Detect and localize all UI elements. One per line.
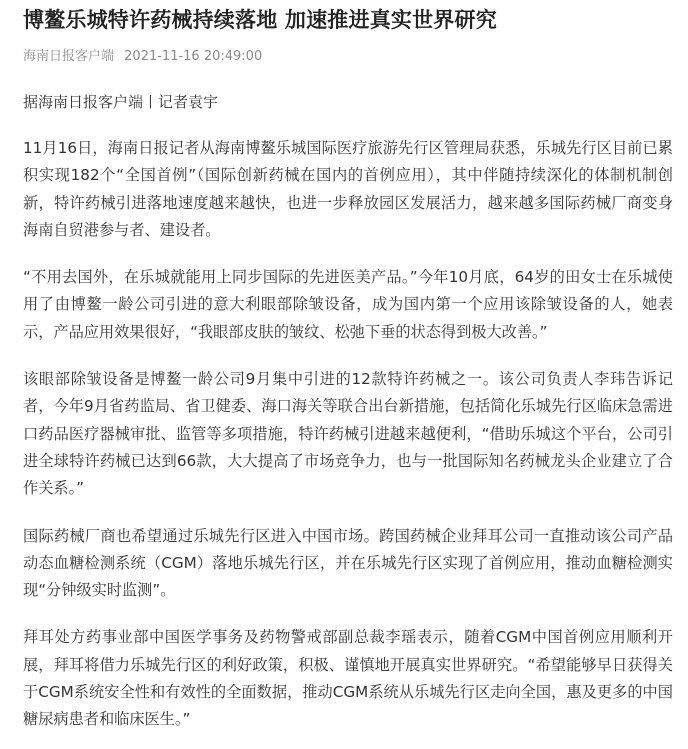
- article-paragraph: 拜耳处方药事业部中国医学事务及药物警戒部副总裁李瑶表示，随着CGM中国首例应用顺利开展，拜耳将借力乐城先行区的利好政策，积极、谨慎地开展真实世界研究。“希望能够早日获得关于CGM系统安全性和有效性的全面数据，推动CGM系统从乐城先行区走向全国，惠及更多的中国糖尿病患者和临床医生。”: [23, 628, 673, 729]
- article-paragraph: “不用去国外，在乐城就能用上同步国际的先进医美产品。”今年10月底，64岁的田女士在乐城使用了由博鳌一龄公司引进的意大利眼部除皱设备，成为国内第一个应用该除皱设备的人，她表示，产品应用效果很好，“我眼部皮肤的皱纹、松弛下垂的状态得到极大改善。”: [23, 268, 673, 341]
- article-paragraph: 国际药械厂商也希望通过乐城先行区进入中国市场。跨国药械企业拜耳公司一直推动该公司产品动态血糖检测系统（CGM）落地乐城先行区，并在乐城先行区实现了首例应用，推动血糖检测实现“分钟级实时监测”。: [23, 526, 673, 600]
- article-byline: 据海南日报客户端丨记者袁宇: [23, 93, 219, 111]
- article-source: 海南日报客户端: [23, 49, 115, 64]
- article-paragraph: 该眼部除皱设备是博鳌一龄公司9月集中引进的12款特许药械之一。该公司负责人李玮告诉记者，今年9月省药监局、省卫健委、海口海关等联合出台新措施，包括简化乐城先行区临床急需进口药品医疗器械审批、监管等多项措施，特许药械引进越来越便利，“借助乐城这个平台，公司引进全球特许药械已达到66款，大大提高了市场竞争力，也与一批国际知名药械龙头企业建立了合作关系。”: [23, 370, 673, 498]
- article-datetime: 2021-11-16 20:49:00: [124, 49, 263, 64]
- article-title: 博鳌乐城特许药械持续落地 加速推进真实世界研究: [23, 8, 497, 32]
- article-paragraph: 11月16日，海南日报记者从海南博鳌乐城国际医疗旅游先行区管理局获悉，乐城先行区目前已累积实现182个“全国首例”（国际创新药械在国内的首例应用），其中伴随持续深化的体制机制创新，特许药械引进落地速度越来越快，也进一步释放园区发展活力，越来越多国际药械厂商变身海南自贸港参与者、建设者。: [23, 139, 673, 239]
- article-meta: [23, 48, 673, 66]
- article: [23, 0, 673, 734]
